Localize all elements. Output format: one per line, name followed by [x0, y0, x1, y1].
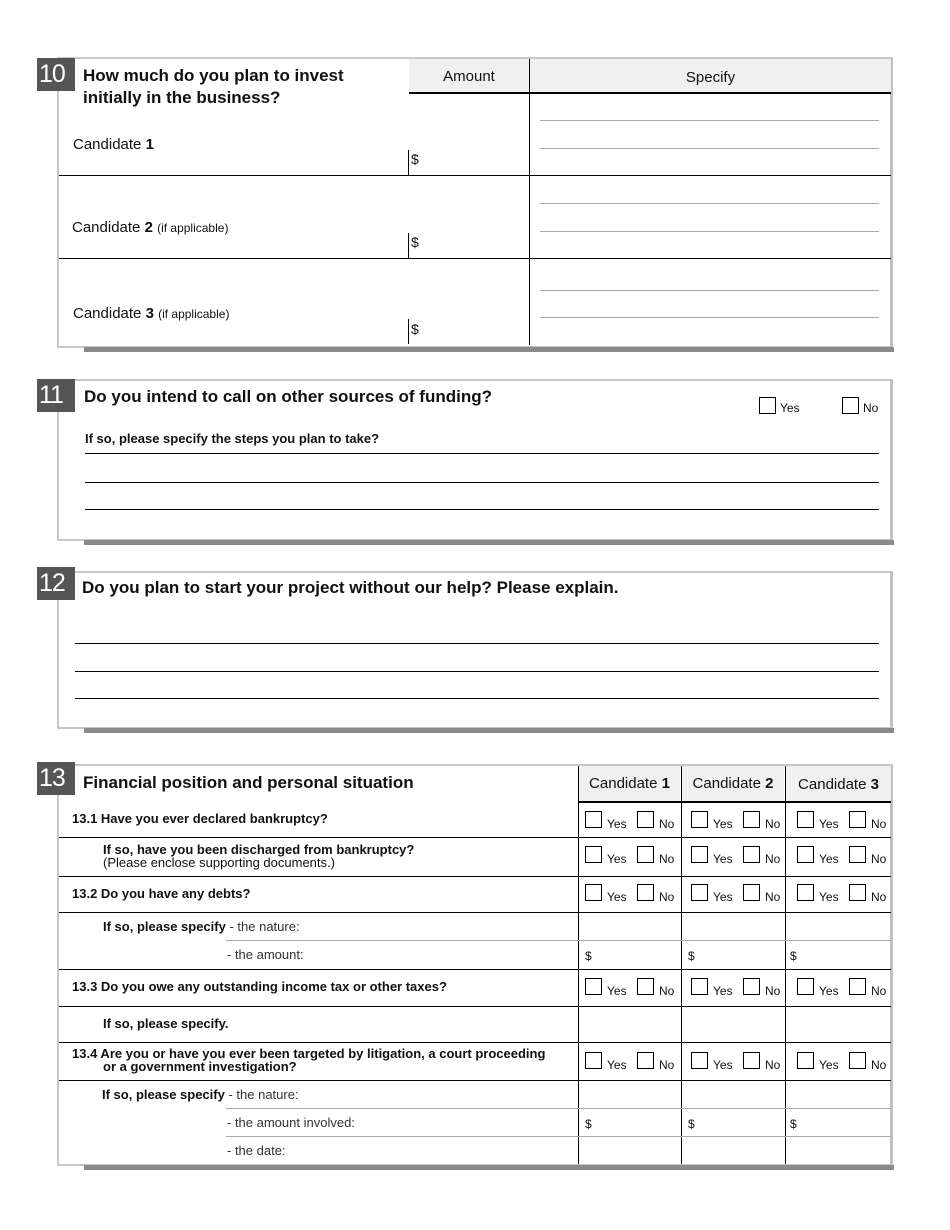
q13-4-amount-candidate-3[interactable]: $ [790, 1117, 797, 1131]
q13-1b-candidate-2-yes-label: Yes [713, 852, 733, 866]
q13-4-candidate-2-yes-checkbox[interactable] [691, 1052, 708, 1069]
row-divider [59, 876, 891, 877]
q13-2-candidate-3-yes-checkbox[interactable] [797, 884, 814, 901]
q13-2-candidate-1-yes-label: Yes [607, 890, 627, 904]
q13-4-candidate-3-yes-label: Yes [819, 1058, 839, 1072]
section-12-number: 12 [37, 567, 75, 600]
q13-3-candidate-1-no-label: No [659, 984, 675, 998]
q13-1b-candidate-2-no-label: No [765, 852, 781, 866]
funding-no-label: No [863, 401, 879, 415]
q13-1-candidate-2-no-label: No [765, 817, 781, 831]
q13-1b-candidate-2-no-checkbox[interactable] [743, 846, 760, 863]
q13-1-candidate-1-yes-checkbox[interactable] [585, 811, 602, 828]
header-rule [409, 92, 891, 94]
q13-2-specify-amount: - the amount: [227, 947, 304, 962]
amount-field-tick [408, 150, 409, 175]
section-13-shadow [84, 1165, 894, 1170]
funding-yes-checkbox[interactable] [759, 397, 776, 414]
answer-line[interactable] [75, 671, 879, 672]
q13-4-candidate-3-no-label: No [871, 1058, 887, 1072]
specify-line[interactable] [540, 203, 879, 204]
q13-4-amount-candidate-1[interactable]: $ [585, 1117, 592, 1131]
q13-1-candidate-3-no-label: No [871, 817, 887, 831]
row-divider [59, 175, 891, 176]
column-divider [681, 766, 682, 1164]
q13-4-candidate-3-yes-checkbox[interactable] [797, 1052, 814, 1069]
q13-1b-candidate-1-yes-label: Yes [607, 852, 627, 866]
q13-4-candidate-2-yes-label: Yes [713, 1058, 733, 1072]
specify-line[interactable] [540, 317, 879, 318]
q13-2-candidate-3-no-label: No [871, 890, 887, 904]
q13-1-candidate-1-yes-label: Yes [607, 817, 627, 831]
row-divider [226, 940, 891, 941]
q13-3-candidate-2-yes-checkbox[interactable] [691, 978, 708, 995]
q13-2-candidate-2-yes-label: Yes [713, 890, 733, 904]
q13-4-candidate-1-no-label: No [659, 1058, 675, 1072]
funding-yes-label: Yes [780, 401, 800, 415]
answer-line[interactable] [85, 453, 879, 454]
q13-1b-candidate-3-yes-label: Yes [819, 852, 839, 866]
specify-line[interactable] [540, 120, 879, 121]
q13-1b-candidate-1-yes-checkbox[interactable] [585, 846, 602, 863]
q13-3-candidate-2-yes-label: Yes [713, 984, 733, 998]
amount-field-candidate-3[interactable]: $ [411, 321, 419, 337]
section-12-title: Do you plan to start your project without our help? Please explain. [82, 578, 619, 597]
q13-4-candidate-2-no-checkbox[interactable] [743, 1052, 760, 1069]
q13-3-candidate-3-no-label: No [871, 984, 887, 998]
q13-1b-candidate-1-no-label: No [659, 852, 675, 866]
q13-4-amount-candidate-2[interactable]: $ [688, 1117, 695, 1131]
q13-2-label: 13.2 Do you have any debts? [72, 886, 251, 901]
q13-1b-candidate-2-yes-checkbox[interactable] [691, 846, 708, 863]
q13-1-candidate-3-no-checkbox[interactable] [849, 811, 866, 828]
q13-1-candidate-3-yes-label: Yes [819, 817, 839, 831]
q13-2-candidate-1-no-label: No [659, 890, 675, 904]
q13-3-candidate-1-yes-checkbox[interactable] [585, 978, 602, 995]
section-10-title: How much do you plan to invest initially in the business? [83, 66, 344, 107]
q13-3-candidate-2-no-checkbox[interactable] [743, 978, 760, 995]
amount-field-candidate-2[interactable]: $ [411, 234, 419, 250]
row-divider [59, 837, 891, 838]
q13-3-candidate-1-yes-label: Yes [607, 984, 627, 998]
q13-3-candidate-3-yes-checkbox[interactable] [797, 978, 814, 995]
specify-line[interactable] [540, 231, 879, 232]
q13-1-candidate-1-no-checkbox[interactable] [637, 811, 654, 828]
row-divider [59, 969, 891, 970]
q13-4-candidate-1-yes-checkbox[interactable] [585, 1052, 602, 1069]
q13-4-candidate-1-yes-label: Yes [607, 1058, 627, 1072]
specify-line[interactable] [540, 148, 879, 149]
answer-line[interactable] [85, 482, 879, 483]
q13-1b-candidate-3-no-label: No [871, 852, 887, 866]
q13-2-amount-candidate-3[interactable]: $ [790, 949, 797, 963]
q13-4-label: 13.4 Are you or have you ever been targeted by litigation, a court proceeding or a government investigation? [72, 1046, 546, 1074]
q13-4-candidate-1-no-checkbox[interactable] [637, 1052, 654, 1069]
q13-1-candidate-1-no-label: No [659, 817, 675, 831]
row-divider [59, 912, 891, 913]
answer-line[interactable] [75, 698, 879, 699]
candidate-3-label: Candidate 3 (if applicable) [73, 305, 230, 322]
q13-2-candidate-1-no-checkbox[interactable] [637, 884, 654, 901]
q13-4-specify-nature: If so, please specify - the nature: [102, 1087, 299, 1102]
amount-column-header: Amount [409, 59, 529, 93]
row-divider [59, 1006, 891, 1007]
q13-3-candidate-1-no-checkbox[interactable] [637, 978, 654, 995]
funding-steps-prompt: If so, please specify the steps you plan to take? [85, 431, 380, 446]
section-11-number: 11 [37, 379, 75, 412]
q13-1b-candidate-3-yes-checkbox[interactable] [797, 846, 814, 863]
q13-1b-candidate-3-no-checkbox[interactable] [849, 846, 866, 863]
q13-3-label: 13.3 Do you owe any outstanding income tax or other taxes? [72, 979, 447, 994]
header-rule [578, 801, 891, 803]
candidate-2-label: Candidate 2 (if applicable) [72, 219, 229, 236]
q13-4-candidate-2-no-label: No [765, 1058, 781, 1072]
amount-field-tick [408, 319, 409, 344]
q13-2-candidate-3-no-checkbox[interactable] [849, 884, 866, 901]
q13-3-candidate-3-no-checkbox[interactable] [849, 978, 866, 995]
specify-column-header: Specify [530, 59, 891, 93]
row-divider [226, 1136, 891, 1137]
column-divider [578, 766, 579, 1164]
section-13-number: 13 [37, 762, 75, 795]
candidate-1-label: Candidate 1 [73, 136, 154, 153]
candidate-3-column-header: Candidate 3 [786, 766, 891, 801]
amount-field-candidate-1[interactable]: $ [411, 151, 419, 167]
q13-3-candidate-3-yes-label: Yes [819, 984, 839, 998]
column-divider [785, 766, 786, 1164]
q13-1-candidate-2-no-checkbox[interactable] [743, 811, 760, 828]
q13-1-candidate-2-yes-checkbox[interactable] [691, 811, 708, 828]
q13-2-candidate-2-no-label: No [765, 890, 781, 904]
q13-3b-label: If so, please specify. [103, 1016, 229, 1031]
section-11-title: Do you intend to call on other sources of funding? [84, 387, 492, 406]
q13-2-amount-candidate-1[interactable]: $ [585, 949, 592, 963]
row-divider [59, 258, 891, 259]
candidate-1-column-header: Candidate 1 [579, 766, 680, 801]
answer-line[interactable] [85, 509, 879, 510]
section-12-shadow [84, 728, 894, 733]
q13-2-amount-candidate-2[interactable]: $ [688, 949, 695, 963]
q13-1b-candidate-1-no-checkbox[interactable] [637, 846, 654, 863]
section-11-shadow [84, 540, 894, 545]
q13-1b-label: If so, have you been discharged from bankruptcy? (Please enclose supporting documents.) [103, 842, 415, 870]
candidate-2-column-header: Candidate 2 [682, 766, 784, 801]
q13-2-specify-nature: If so, please specify - the nature: [103, 919, 300, 934]
amount-field-tick [408, 233, 409, 258]
q13-2-candidate-1-yes-checkbox[interactable] [585, 884, 602, 901]
q13-2-candidate-2-yes-checkbox[interactable] [691, 884, 708, 901]
q13-4-specify-date: - the date: [227, 1143, 286, 1158]
q13-4-candidate-3-no-checkbox[interactable] [849, 1052, 866, 1069]
row-divider [59, 1080, 891, 1081]
q13-4-specify-amount: - the amount involved: [227, 1115, 355, 1130]
answer-line[interactable] [75, 643, 879, 644]
q13-1-candidate-2-yes-label: Yes [713, 817, 733, 831]
q13-3-candidate-2-no-label: No [765, 984, 781, 998]
q13-1-label: 13.1 Have you ever declared bankruptcy? [72, 811, 328, 826]
row-divider [226, 1108, 891, 1109]
section-10-shadow [84, 347, 894, 352]
specify-line[interactable] [540, 290, 879, 291]
q13-2-candidate-2-no-checkbox[interactable] [743, 884, 760, 901]
row-divider [59, 1042, 891, 1043]
section-10-number: 10 [37, 58, 75, 91]
specify-column-divider [529, 59, 530, 345]
section-13-title: Financial position and personal situation [83, 773, 414, 792]
q13-2-candidate-3-yes-label: Yes [819, 890, 839, 904]
funding-no-checkbox[interactable] [842, 397, 859, 414]
q13-1-candidate-3-yes-checkbox[interactable] [797, 811, 814, 828]
